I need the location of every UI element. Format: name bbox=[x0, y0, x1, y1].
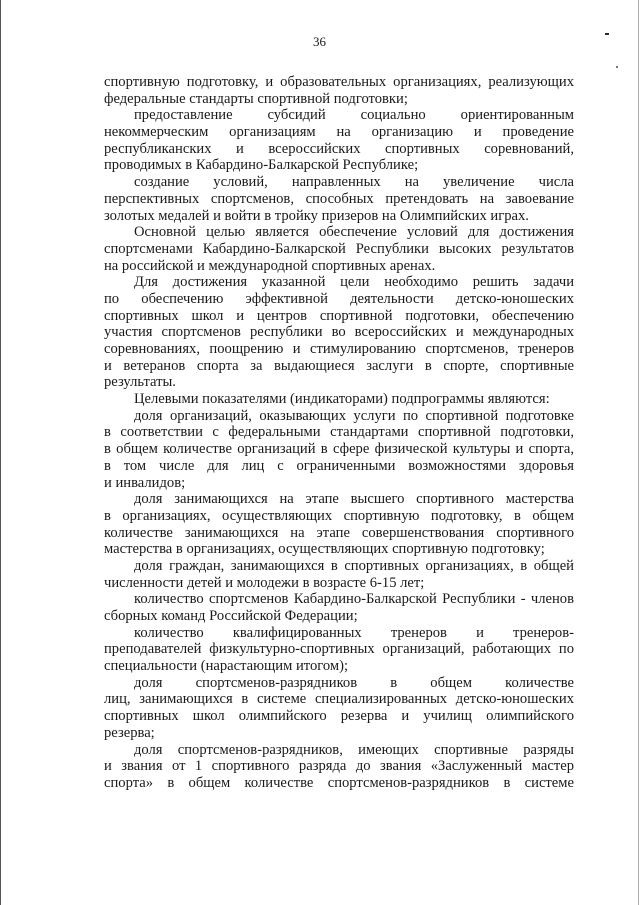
text-line: специальности (нарастающим итогом); bbox=[104, 658, 349, 675]
text-line: спортивных школ олимпийского резерва и училищ олимпийского bbox=[104, 708, 574, 725]
text-line: и инвалидов; bbox=[104, 474, 186, 491]
text-line: в общем количестве организаций в сфере физической культуры и спорта, bbox=[104, 441, 574, 458]
text-line: в организациях, осуществляющих спортивную подготовку, в общем bbox=[104, 507, 574, 524]
text-line: спортивных школ и центров спортивной подготовки, обеспечению bbox=[104, 307, 574, 324]
text-line: по обеспечению эффективной деятельности детско-юношеских bbox=[104, 290, 574, 307]
text-line: Основной целью является обеспечение условий для достижения bbox=[134, 224, 574, 241]
text-line: количестве занимающихся на этапе совершенствования спортивного bbox=[104, 524, 574, 541]
text-line: и звания от 1 спортивного разряда до звания «Заслуженный мастер bbox=[104, 758, 574, 775]
text-line: результаты. bbox=[104, 374, 176, 391]
text-line: доля занимающихся на этапе высшего спортивного мастерства bbox=[134, 491, 574, 508]
text-line: перспективных спортсменов, способных претендовать на завоевание bbox=[104, 190, 574, 207]
text-line: доля спортсменов-разрядников в общем количестве bbox=[134, 674, 574, 691]
text-line: лиц, занимающихся в системе специализированных детско-юношеских bbox=[104, 691, 574, 708]
scan-speck bbox=[616, 66, 618, 68]
text-line: соревнованиях, поощрению и стимулированию спортсменов, тренеров bbox=[104, 341, 574, 357]
text-line: проводимых в Кабардино-Балкарской Республике; bbox=[104, 157, 419, 174]
page-number: 36 bbox=[313, 34, 326, 49]
text-line: спортивную подготовку, и образовательных организациях, реализующих bbox=[104, 74, 574, 90]
text-line: золотых медалей и войти в тройку призеров на Олимпийских играх. bbox=[104, 207, 529, 224]
text-line: создание условий, направленных на увеличение числа bbox=[134, 174, 574, 191]
text-line: резерва; bbox=[104, 724, 155, 741]
text-line: федеральные стандарты спортивной подготовки; bbox=[104, 90, 408, 107]
text-line: и ветеранов спорта за выдающиеся заслуги в спорте, спортивные bbox=[104, 357, 574, 374]
text-line: сборных команд Российской Федерации; bbox=[104, 608, 358, 624]
text-line: спортсменами Кабардино-Балкарской Республики высоких результатов bbox=[104, 240, 574, 257]
text-line: преподавателей физкультурно-спортивных организаций, работающих по bbox=[104, 641, 574, 658]
document-body bbox=[104, 74, 574, 792]
text-line: количество квалифицированных тренеров и тренеров- bbox=[134, 624, 574, 641]
text-line: количество спортсменов Кабардино-Балкарской Республики - членов bbox=[134, 591, 574, 608]
text-line: Целевыми показателями (индикаторами) подпрограммы являются: bbox=[134, 391, 550, 408]
text-line: предоставление субсидий социально ориентированным bbox=[134, 107, 574, 124]
text-line: некоммерческим организациям на организацию и проведение bbox=[104, 124, 574, 141]
text-line: доля организаций, оказывающих услуги по спортивной подготовке bbox=[134, 407, 574, 424]
scan-edge-left bbox=[0, 0, 1, 905]
text-line: на российской и международной спортивных аренах. bbox=[104, 257, 436, 274]
text-line: в том числе для лиц с ограниченными возможностями здоровья bbox=[104, 457, 574, 474]
text-line: Для достижения указанной цели необходимо решить задачи bbox=[134, 274, 574, 291]
text-line: доля граждан, занимающихся в спортивных организациях, в общей bbox=[134, 557, 574, 574]
text-line: доля спортсменов-разрядников, имеющих спортивные разряды bbox=[134, 741, 574, 758]
text-line: численности детей и молодежи в возрасте 6-15 лет; bbox=[104, 574, 425, 591]
text-line: спорта» в общем количестве спортсменов-разрядников в системе bbox=[104, 774, 574, 791]
text-line: участия спортсменов республики во всероссийских и международных bbox=[104, 324, 574, 341]
text-line: в соответствии с федеральными стандартами спортивной подготовки, bbox=[104, 424, 574, 441]
text-line: республиканских и всероссийских спортивных соревнований, bbox=[104, 140, 574, 157]
text-line: мастерства в организациях, осуществляющих спортивную подготовку; bbox=[104, 541, 545, 558]
